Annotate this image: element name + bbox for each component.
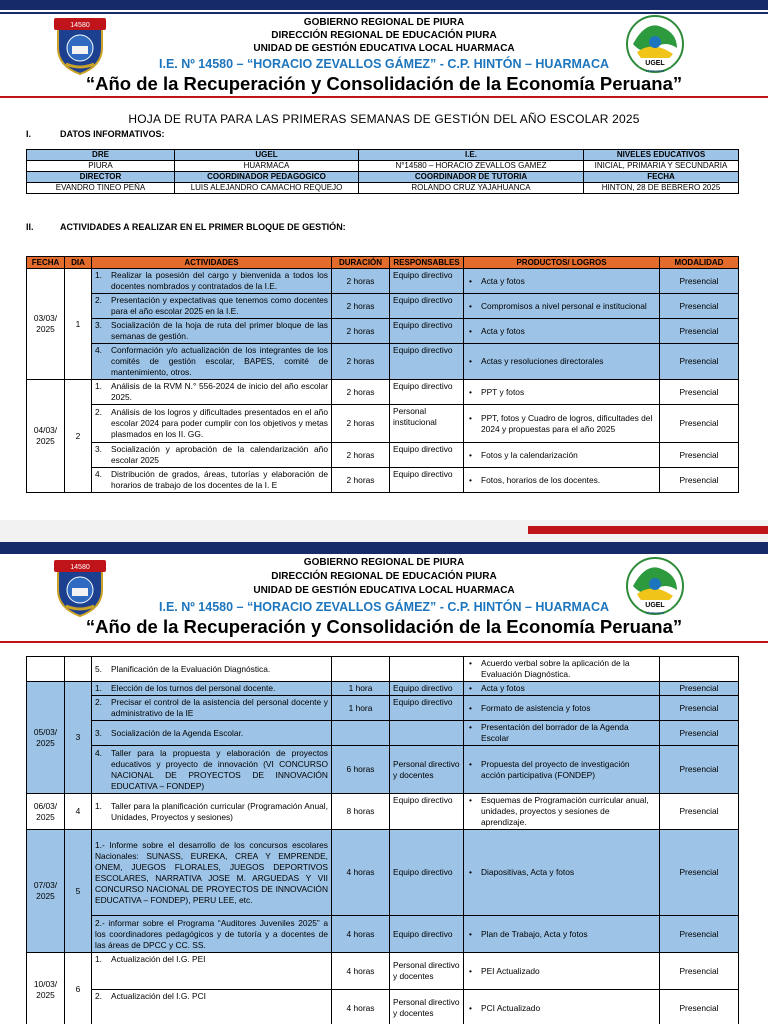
duration-cell: 2 horas [332,405,390,443]
activity-cell [92,344,332,380]
duration-cell: 2 horas [332,443,390,468]
dia-cell: 3 [65,682,92,794]
responsible-cell: Personal directivo y docentes [390,990,464,1024]
info-ugel: HUARMACA [175,161,359,172]
activity-text: Socialización de la hoja de ruta del primer bloque de las semanas de gestión. [111,320,328,341]
activity-cell [92,294,332,319]
activities-table [26,256,739,493]
modality-cell: Presencial [660,830,739,916]
col-modalidad: MODALIDAD [660,257,739,269]
fecha-cell: 05/03/ 2025 [27,682,65,794]
modality-cell: Presencial [660,443,739,468]
duration-cell [332,721,390,746]
activity-text: Elección de los turnos del personal docente. [111,683,276,693]
product-text: • Esquemas de Programación curricular anual, unidades, proyectos y sesiones de aprendizaje. [467,795,656,828]
product-cell [464,344,660,380]
info-header-ugel: UGEL [175,150,359,161]
activity-text: Taller para la planificación curricular (Programación Anual, Unidades, Proyectos y sesiones) [111,800,328,822]
activity-text: Socialización de la Agenda Escolar. [111,727,244,738]
fecha-cell: 10/03/ 2025 [27,953,65,1024]
info-header-niveles: NIVELES EDUCATIVOS [584,150,739,161]
duration-cell: 2 horas [332,344,390,380]
table-row [27,468,739,493]
duration-cell: 2 horas [332,380,390,405]
activity-cell [92,380,332,405]
info-coord-ped: LUIS ALEJANDRO CAMACHO REQUEJO [175,183,359,194]
document-page-2 [0,542,768,1024]
activity-text: Realizar la posesión del cargo y bienvenida a todos los docentes nombrados y contratados de la I.E. [111,270,328,291]
header-band [0,542,768,554]
info-director: EVANDRO TINEO PEÑA [27,183,175,194]
product-text: • Actas y resoluciones directorales [467,356,656,367]
product-cell [464,746,660,794]
activity-number: 1. [95,954,102,964]
duration-cell: 8 horas [332,794,390,830]
activity-cell [92,990,332,1024]
activity-text: Análisis de la RVM N.° 556-2024 de inicio del año escolar 2025. [111,381,328,402]
section-2-number: II. [26,222,34,232]
responsible-cell: Equipo directivo [390,380,464,405]
ugel-logo-text: UGEL [645,602,665,609]
year-motto: “Año de la Recuperación y Consolidación de la Economía Peruana” [85,73,683,94]
duration-cell: 1 hora [332,682,390,696]
responsible-cell: Equipo directivo [390,916,464,953]
header-line-3: UNIDAD DE GESTIÓN EDUCATIVA LOCAL HUARMACA [253,585,515,596]
table-row [27,990,739,1024]
school-name: I.E. Nº 14580 – “HORACIO ZEVALLOS GÁMEZ” - C.P. HINTÓN – HUARMACA [159,57,609,71]
duration-cell: 6 horas [332,746,390,794]
fecha-cell [27,657,65,682]
info-dre: PIURA [27,161,175,172]
product-text: • Fotos y la calendarización [467,450,656,461]
activity-number: 3. [95,444,102,454]
dia-cell: 4 [65,794,92,830]
responsible-cell: Personal directivo y docentes [390,953,464,990]
product-text: • Acta y fotos [467,326,656,337]
modality-cell: Presencial [660,380,739,405]
product-cell [464,380,660,405]
table-row [27,657,739,682]
table-row [27,269,739,294]
duration-cell: 2 horas [332,468,390,493]
dia-cell: 6 [65,953,92,1024]
activity-text: Socialización y aprobación de la calendarización año escolar 2025 [111,444,328,465]
info-coord-tut: ROLANDO CRUZ YAJAHUANCA [359,183,584,194]
activity-cell [92,953,332,990]
table-row [27,830,739,916]
activity-cell [92,269,332,294]
activity-cell [92,468,332,493]
document-title: HOJA DE RUTA PARA LAS PRIMERAS SEMANAS DE GESTIÓN DEL AÑO ESCOLAR 2025 [128,112,640,126]
info-header-ie: I.E. [359,150,584,161]
product-text: • Formato de asistencia y fotos [467,703,656,714]
info-ie: N°14580 – HORACIO ZEVALLOS GAMEZ [359,161,584,172]
modality-cell: Presencial [660,319,739,344]
activity-number: 4. [95,469,102,479]
activity-number: 4. [95,345,102,355]
info-niveles: INICIAL, PRIMARIA Y SECUNDARIA [584,161,739,172]
modality-cell: Presencial [660,468,739,493]
table-row [27,721,739,746]
table-row [27,294,739,319]
responsible-cell [390,657,464,682]
activity-text: Taller para la propuesta y elaboración de proyectos educativos y proyecto de innovación (VI CONCURSO NACIONAL DE PROYECTOS DE INNOVACIÓN EDUCATIVA – FONDEP) [111,747,328,791]
product-text: • PPT y fotos [467,387,656,398]
fecha-cell: 07/03/ 2025 [27,830,65,953]
responsible-cell: Equipo directivo [390,696,464,721]
product-cell [464,405,660,443]
col-dia: DIA [65,257,92,269]
activities-table-continued [26,656,739,1024]
activity-text: Conformación y/o actualización de los integrantes de los comités de gestión escolar, BAPES, comité de mantenimiento, otros. [111,345,328,377]
product-cell [464,443,660,468]
product-cell [464,721,660,746]
product-cell [464,468,660,493]
ugel-logo-sub: Huarmaca [645,68,665,73]
activity-number: 2. [95,991,102,1001]
product-text: • Compromisos a nivel personal e institucional [467,301,656,312]
responsible-cell: Equipo directivo [390,269,464,294]
header-line-2: DIRECCIÓN REGIONAL DE EDUCACIÓN PIURA [271,571,497,582]
duration-cell: 2 horas [332,319,390,344]
info-header-fecha: FECHA [584,172,739,183]
responsible-cell: Equipo directivo [390,443,464,468]
year-motto: “Año de la Recuperación y Consolidación de la Economía Peruana” [85,616,683,637]
header-band [0,0,768,10]
table-row [27,682,739,696]
col-actividades: ACTIVIDADES [92,257,332,269]
table-row [27,696,739,721]
section-2-title: ACTIVIDADES A REALIZAR EN EL PRIMER BLOQUE DE GESTIÓN: [60,222,346,232]
modality-cell: Presencial [660,269,739,294]
responsible-cell: Equipo directivo [390,294,464,319]
dia-cell: 1 [65,269,92,380]
page-footer-red-bar [528,526,768,534]
activity-cell [92,721,332,746]
product-text: • PEI Actualizado [467,966,656,977]
activity-number: 1. [95,381,102,391]
duration-cell: 4 horas [332,953,390,990]
responsible-cell: Personal institucional [390,405,464,443]
product-cell [464,953,660,990]
product-cell [464,830,660,916]
product-text: • Plan de Trabajo, Acta y fotos [467,929,656,940]
duration-cell [332,657,390,682]
table-row [27,380,739,405]
info-header-dre: DRE [27,150,175,161]
activity-text: Actualización del I.G. PEI [111,954,206,964]
section-1-title: DATOS INFORMATIVOS: [60,129,165,139]
product-cell [464,990,660,1024]
product-text: • Fotos, horarios de los docentes. [467,475,656,486]
activity-cell: 2.- informar sobre el Programa “Auditores Juveniles 2025” a los coordinadores pedagógicos y de tutoría y a docentes de las áreas de DPCC y CC. SS. [92,916,332,953]
product-cell [464,294,660,319]
crest-number: 14580 [70,22,90,29]
activity-number: 2. [95,697,102,707]
modality-cell: Presencial [660,682,739,696]
modality-cell: Presencial [660,721,739,746]
responsible-cell: Personal directivo y docentes [390,746,464,794]
crest-number: 14580 [70,564,90,571]
product-cell [464,682,660,696]
ugel-logo-sub: Huarmaca [645,610,665,615]
responsible-cell: Equipo directivo [390,794,464,830]
modality-cell: Presencial [660,990,739,1024]
duration-cell: 4 horas [332,990,390,1024]
table-row [27,916,739,953]
activity-text: Distribución de grados, áreas, tutorías y elaboración de horarios de trabajo de los docentes de la I. E [111,469,328,490]
activity-cell: 1.- Informe sobre el desarrollo de los concursos escolares Nacionales: SUNASS, EUREKA, CREA Y EMPRENDE, ONEM, JUEGOS FLORALES, JUEGOS DEPORTIVOS ESCOLARES, NARRATIVA JOSE M. ARGUEDAS Y VII CONCURSO NACIONAL DE PROYECTOS DE INNOVACIÓN EDUCATIVA – FONDEP), PERU LEE, etc. [92,830,332,916]
activity-cell [92,696,332,721]
activity-text: Actualización del I.G. PCI [111,991,206,1001]
table-row [27,443,739,468]
product-cell [464,657,660,682]
product-cell [464,269,660,294]
modality-cell: Presencial [660,746,739,794]
product-text: • Propuesta del proyecto de investigación acción participativa (FONDEP) [467,759,656,781]
modality-cell: Presencial [660,405,739,443]
col-productos: PRODUCTOS/ LOGROS [464,257,660,269]
activity-text: Presentación y expectativas que tenemos como docentes para el año escolar 2025 en la I.E. [111,295,328,316]
table-row [27,746,739,794]
activity-number: 1. [95,683,102,693]
activity-cell [92,443,332,468]
header-line-2: DIRECCIÓN REGIONAL DE EDUCACIÓN PIURA [271,30,497,41]
info-fecha: HINTON, 28 DE BEBRERO 2025 [584,183,739,194]
fecha-cell: 04/03/ 2025 [27,380,65,493]
modality-cell: Presencial [660,696,739,721]
activity-number: 1. [95,800,102,811]
responsible-cell: Equipo directivo [390,344,464,380]
table-row [27,344,739,380]
fecha-cell: 06/03/ 2025 [27,794,65,830]
col-responsables: RESPONSABLES [390,257,464,269]
duration-cell: 4 horas [332,916,390,953]
product-text: • Presentación del borrador de la Agenda Escolar [467,722,656,744]
table-row [27,953,739,990]
product-cell [464,916,660,953]
product-cell [464,794,660,830]
duration-cell: 2 horas [332,269,390,294]
activity-number: 4. [95,747,102,758]
section-1-number: I. [26,129,32,139]
dia-cell: 2 [65,380,92,493]
activity-number: 3. [95,727,102,738]
product-text: • PPT, fotos y Cuadro de logros, dificultades del 2024 y propuestas para el año 2025 [467,413,656,435]
responsible-cell: Equipo directivo [390,319,464,344]
header-line-3: UNIDAD DE GESTIÓN EDUCATIVA LOCAL HUARMACA [253,43,515,54]
duration-cell: 1 hora [332,696,390,721]
activity-cell [92,657,332,682]
info-header-coord-tut: COORDINADOR DE TUTORIA [359,172,584,183]
activity-cell [92,746,332,794]
product-text: • Diapositivas, Acta y fotos [467,867,656,878]
modality-cell [660,657,739,682]
activity-text: Análisis de los logros y dificultades presentados en el año escolar 2024 para poder cumplir con los objetivos y metas plasmados en los II. GG. [111,407,328,439]
header-red-line [0,641,768,643]
responsible-cell [390,721,464,746]
table-row [27,794,739,830]
activity-number: 1. [95,270,102,280]
col-duracion: DURACIÓN [332,257,390,269]
duration-cell: 2 horas [332,294,390,319]
info-header-director: DIRECTOR [27,172,175,183]
table-row [27,319,739,344]
activity-cell [92,794,332,830]
product-text: • Acuerdo verbal sobre la aplicación de la Evaluación Diagnóstica. [467,658,656,680]
table-row [27,405,739,443]
modality-cell: Presencial [660,916,739,953]
fecha-cell: 03/03/ 2025 [27,269,65,380]
dia-cell: 5 [65,830,92,953]
activity-number: 5. [95,663,102,674]
info-table [26,149,739,194]
header-line-1: GOBIERNO REGIONAL DE PIURA [303,17,465,28]
dia-cell [65,657,92,682]
activity-number: 2. [95,407,102,417]
col-fecha: FECHA [27,257,65,269]
activity-text: Planificación de la Evaluación Diagnóstica. [111,663,271,674]
ugel-logo-text: UGEL [645,60,665,67]
activity-number: 3. [95,320,102,330]
modality-cell: Presencial [660,294,739,319]
school-name: I.E. Nº 14580 – “HORACIO ZEVALLOS GÁMEZ” - C.P. HINTÓN – HUARMACA [159,600,609,614]
duration-cell: 4 horas [332,830,390,916]
activity-cell [92,405,332,443]
modality-cell: Presencial [660,344,739,380]
modality-cell: Presencial [660,794,739,830]
activity-cell [92,319,332,344]
responsible-cell: Equipo directivo [390,682,464,696]
product-text: • Acta y fotos [467,276,656,287]
responsible-cell: Equipo directivo [390,830,464,916]
info-header-coord-ped: COORDINADOR PEDAGOGICO [175,172,359,183]
modality-cell: Presencial [660,953,739,990]
activity-number: 2. [95,295,102,305]
activity-cell [92,682,332,696]
header-line-1: GOBIERNO REGIONAL DE PIURA [303,557,465,568]
product-cell [464,319,660,344]
product-cell [464,696,660,721]
product-text: • Acta y fotos [467,683,656,694]
activity-text: Precisar el control de la asistencia del personal docente y administrativo de la IE [111,697,328,718]
header-red-line [0,96,768,98]
product-text: • PCI Actualizado [467,1003,656,1014]
responsible-cell: Equipo directivo [390,468,464,493]
